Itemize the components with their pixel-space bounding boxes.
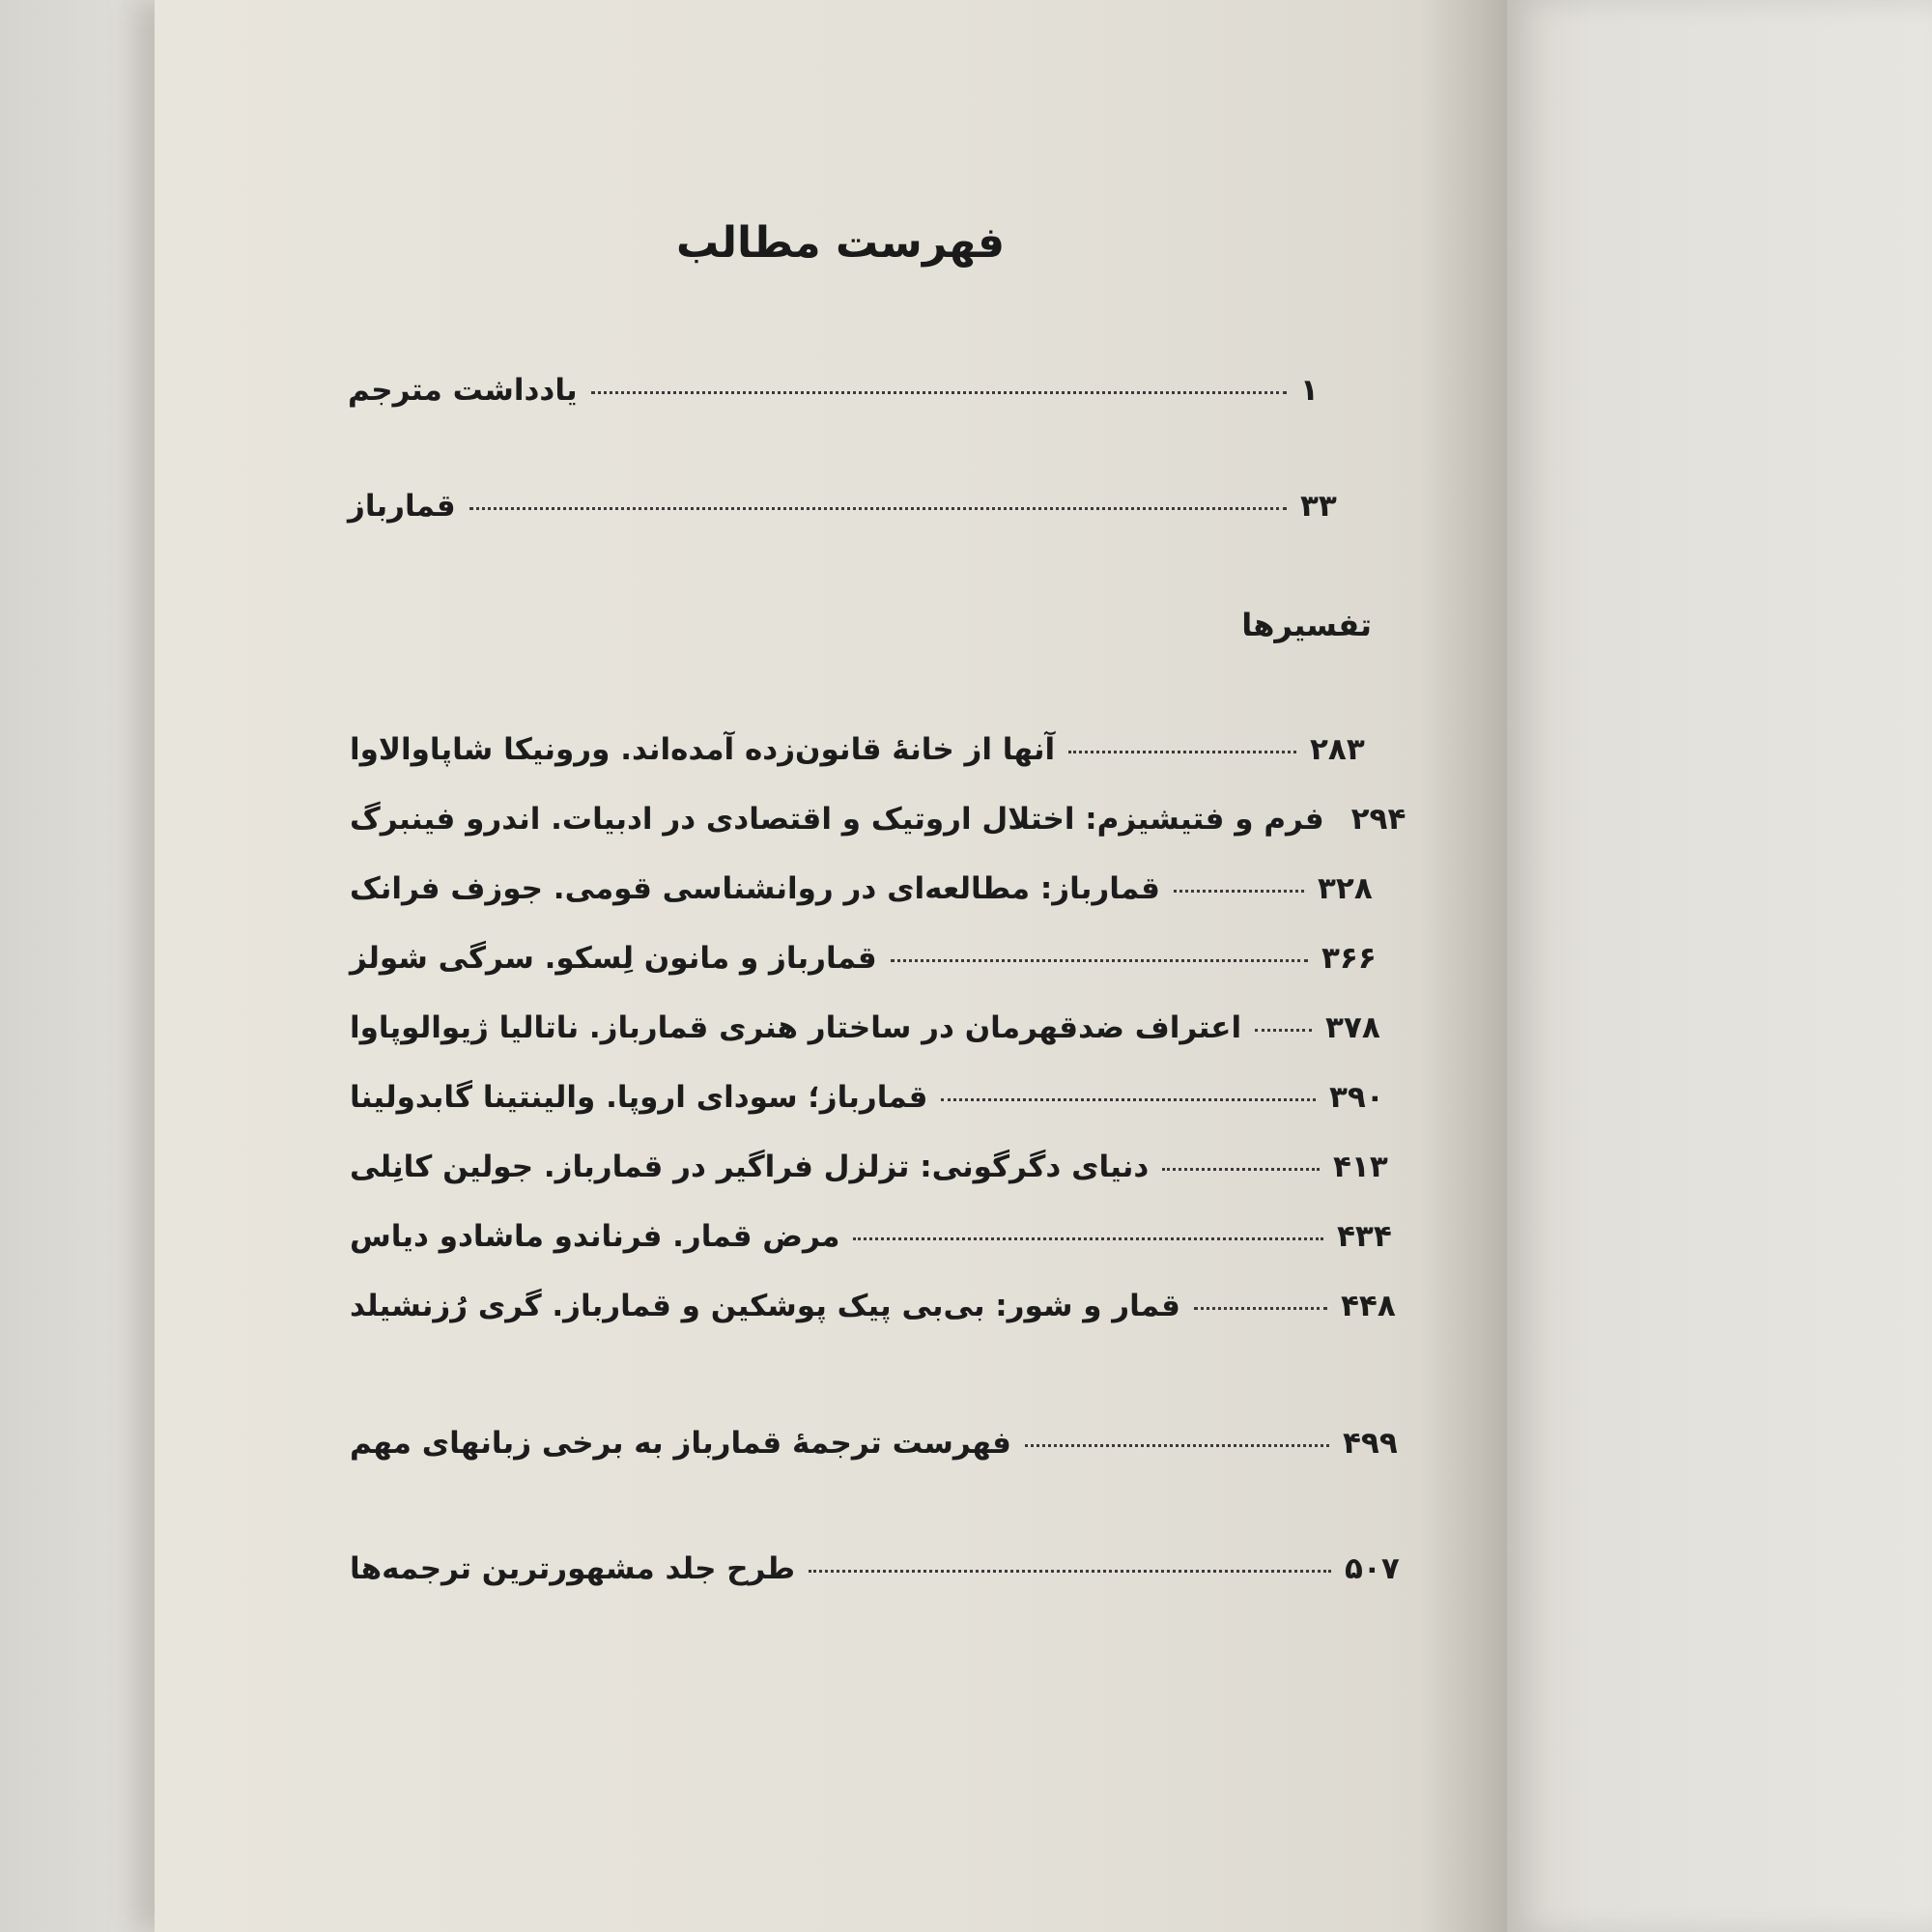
toc-page-number: ۲۸۳	[1310, 732, 1365, 767]
facing-page	[1507, 0, 1932, 1932]
toc-entry	[350, 732, 1378, 767]
toc-page-number: ۴۹۹	[1343, 1426, 1398, 1461]
section-heading: تفسیرها	[1241, 607, 1372, 643]
toc-entry	[350, 1551, 1412, 1586]
toc-leader-dots	[469, 507, 1287, 510]
toc-entry-label: قماربا‌ز	[348, 489, 456, 524]
toc-entry	[350, 941, 1389, 976]
toc-entry	[350, 1150, 1401, 1184]
toc-page-number: ۳۲۸	[1318, 871, 1373, 906]
toc-entry	[350, 1080, 1397, 1115]
toc-entry-label: قمارباز؛ سودای اروپا. والینتینا گابدولینا	[350, 1080, 928, 1115]
toc-entry-label: اعتراف ضدقهرمان در ساختار هنری قمارباز. ناتالیا ژیوالوپاوا	[350, 1010, 1242, 1045]
toc-entry-label: قمارباز و مانون لِسکو. سرگی شولز	[350, 941, 877, 976]
toc-entry-label: مرض قمار. فرناندو ماشادو دیاس	[350, 1219, 840, 1254]
toc-entry	[350, 802, 1406, 837]
toc-page-number: ۴۱۳	[1333, 1150, 1388, 1184]
toc-leader-dots	[1068, 751, 1296, 753]
toc-title: فهرست مطالب	[675, 218, 1006, 268]
toc-entry-label: قمارباز: مطالعه‌ای در روانشناسی قومی. جوزف فرانک	[350, 871, 1160, 906]
toc-entry-label: فرم و فتیشیزم: اختلال اروتیک و اقتصادی در ادبیات. اندرو فینبرگ	[350, 802, 1324, 837]
toc-page-number: ۴۴۸	[1341, 1289, 1396, 1323]
toc-entry	[350, 1289, 1408, 1323]
toc-leader-dots	[853, 1237, 1323, 1240]
toc-entry-label: آنها از خانهٔ قانون‌زده آمده‌اند. ورونیکا شاپاوالاوا	[350, 732, 1056, 767]
toc-page-number: ۳۶۶	[1321, 941, 1377, 976]
toc-entry-label: دنیای دگرگونی: تزلزل فراگیر در قمارباز. جولین کانِلی	[350, 1150, 1150, 1184]
toc-entry	[350, 871, 1385, 906]
toc-leader-dots	[809, 1570, 1331, 1573]
toc-page-number: ۴۳۴	[1337, 1219, 1392, 1254]
toc-leader-dots	[941, 1098, 1316, 1101]
toc-entry	[348, 489, 1368, 524]
toc-entry	[348, 373, 1368, 408]
toc-entry-label: یادداشت مترجم	[348, 373, 578, 408]
toc-entry	[350, 1426, 1410, 1461]
toc-leader-dots	[891, 959, 1308, 962]
toc-leader-dots	[1025, 1444, 1329, 1447]
toc-page-number: ۱	[1300, 373, 1319, 408]
toc-page-number: ۲۹۴	[1350, 802, 1406, 837]
toc-page-number: ۳۳	[1300, 489, 1337, 524]
toc-leader-dots	[1194, 1307, 1327, 1310]
toc-entry-label: طرح جلد مشهورترین ترجمه‌ها	[350, 1551, 796, 1586]
toc-entry	[350, 1219, 1405, 1254]
toc-page-number: ۵۰۷	[1345, 1551, 1400, 1586]
toc-leader-dots	[1174, 890, 1304, 893]
toc-entry	[350, 1010, 1393, 1045]
toc-page-number: ۳۹۰	[1329, 1080, 1384, 1115]
toc-entry-label: فهرست ترجمهٔ قمارباز به برخی زبانهای مهم	[350, 1426, 1011, 1461]
toc-leader-dots	[1255, 1029, 1312, 1032]
toc-page-number: ۳۷۸	[1325, 1010, 1380, 1045]
toc-entry-label: قمار و شور: بی‌بی پیک پوشکین و قمارباز. گری رُزنشیلد	[350, 1289, 1180, 1323]
toc-leader-dots	[591, 391, 1287, 394]
toc-leader-dots	[1162, 1168, 1320, 1171]
